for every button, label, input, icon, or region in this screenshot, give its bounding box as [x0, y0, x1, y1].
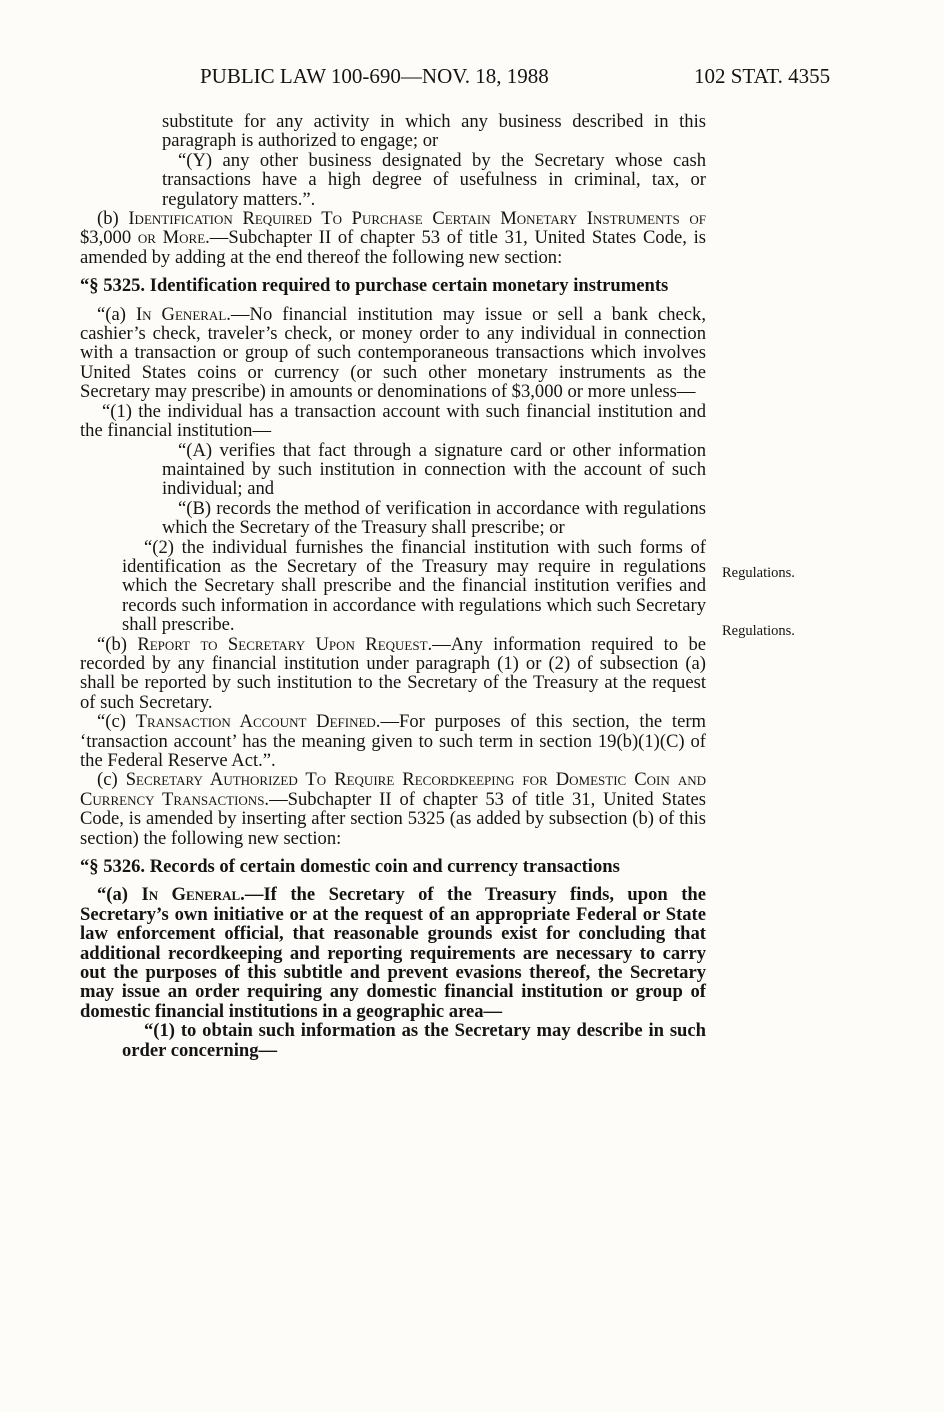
page-header-stat: 102 STAT. 4355	[694, 64, 831, 88]
section-5325-a-heading: In General.	[135, 303, 231, 325]
subsection-c: (c) Secretary Authorized To Require Recordkeeping for Domestic Coin and Currency Transactions.—Subchapter II of chapter 53 of title 31, United States Code, is amended by inserting after section 5325 (as added by subsection (b) of this section) the following new section:	[80, 769, 706, 849]
section-5326-a: “(a) In General.—If the Secretary of the Treasury finds, upon the Secretary’s own initiative or at the request of an appropriate Federal or State law enforcement official, that reasonable grounds exist for concluding that additional recordkeeping and reporting requirements are necessary to carry out the purposes of this subtitle and prevent evasions thereof, the Secretary may issue an order requiring any domestic financial institution or group of domestic financial institutions in a geographic area—	[80, 884, 707, 1022]
section-5325-a-1: “(1) the individual has a transaction account with such financial institution and the financial institution—	[80, 400, 706, 442]
section-5325-b: “(b) Report to Secretary Upon Request.—Any information required to be recorded by any financial institution under paragraph (1) or (2) of subsection (a) shall be reported by such institution to the Secretary of the Treasury at the request of such Secretary.	[80, 633, 706, 713]
section-5326-a-1: “(1) to obtain such information as the Secretary may describe in such order concerning—	[122, 1020, 706, 1061]
section-5325-a-1-A: “(A) verifies that fact through a signature card or other information maintained by such institution in connection with the account of such individual; and	[162, 439, 706, 500]
section-5325-a-1-B: “(B) records the method of verification in accordance with regulations which the Secretary of the Treasury shall prescribe; or	[162, 497, 706, 539]
section-5325-a: “(a) In General.—No financial institution may issue or sell a bank check, cashier’s check, traveler’s check, or money order to any individual in connection with a transaction or group of such contemporaneous transactions which involves United States coins or currency (or such other monetary instruments as the Secretary may prescribe) in amounts or denominations of $3,000 or more unless—	[80, 303, 706, 403]
section-5325-c: “(c) Transaction Account Defined.—For purposes of this section, the term ‘transaction account’ has the meaning given to such term in section 19(b)(1)(C) of the Federal Reserve Act.”.	[80, 711, 706, 771]
paragraph-continuation: substitute for any activity in which any business described in this paragraph is authorized to engage; or	[162, 111, 706, 152]
page-body	[80, 112, 706, 1060]
page-header-title: PUBLIC LAW 100-690—NOV. 18, 1988	[200, 64, 549, 88]
section-5326-a-heading: In General.	[141, 884, 245, 906]
subsection-b-heading: Identification Required To Purchase Certain Monetary Instruments of $3,000 or More.	[80, 208, 706, 249]
margin-note-regulations: Regulations.	[722, 565, 795, 581]
section-5326-heading: “§ 5326. Records of certain domestic coin and currency transactions	[80, 856, 620, 878]
section-5325-a-2: “(2) the individual furnishes the financial institution with such forms of identification as the Secretary of the Treasury may require in regulations which the Secretary shall prescribe and the financial institution verifies and records such information in accordance with regulations which such Secretary shall prescribe.	[122, 536, 706, 636]
paragraph-Y: “(Y) any other business designated by the Secretary whose cash transactions have a high degree of usefulness in criminal, tax, or regulatory matters.”.	[162, 149, 706, 210]
section-5325-c-heading: Transaction Account Defined.	[135, 711, 381, 733]
subsection-c-heading: Secretary Authorized To Require Recordkeeping for Domestic Coin and Currency Transactions.	[80, 769, 706, 810]
subsection-b: (b) Identification Required To Purchase Certain Monetary Instruments of $3,000 or More.—Subchapter II of chapter 53 of title 31, United States Code, is amended by adding at the end thereof the following new section:	[80, 208, 706, 268]
section-5325-heading: “§ 5325. Identification required to purchase certain monetary instruments	[80, 275, 669, 297]
section-5325-b-heading: Report to Secretary Upon Request.	[137, 633, 433, 655]
margin-note-regulations: Regulations.	[722, 623, 795, 639]
